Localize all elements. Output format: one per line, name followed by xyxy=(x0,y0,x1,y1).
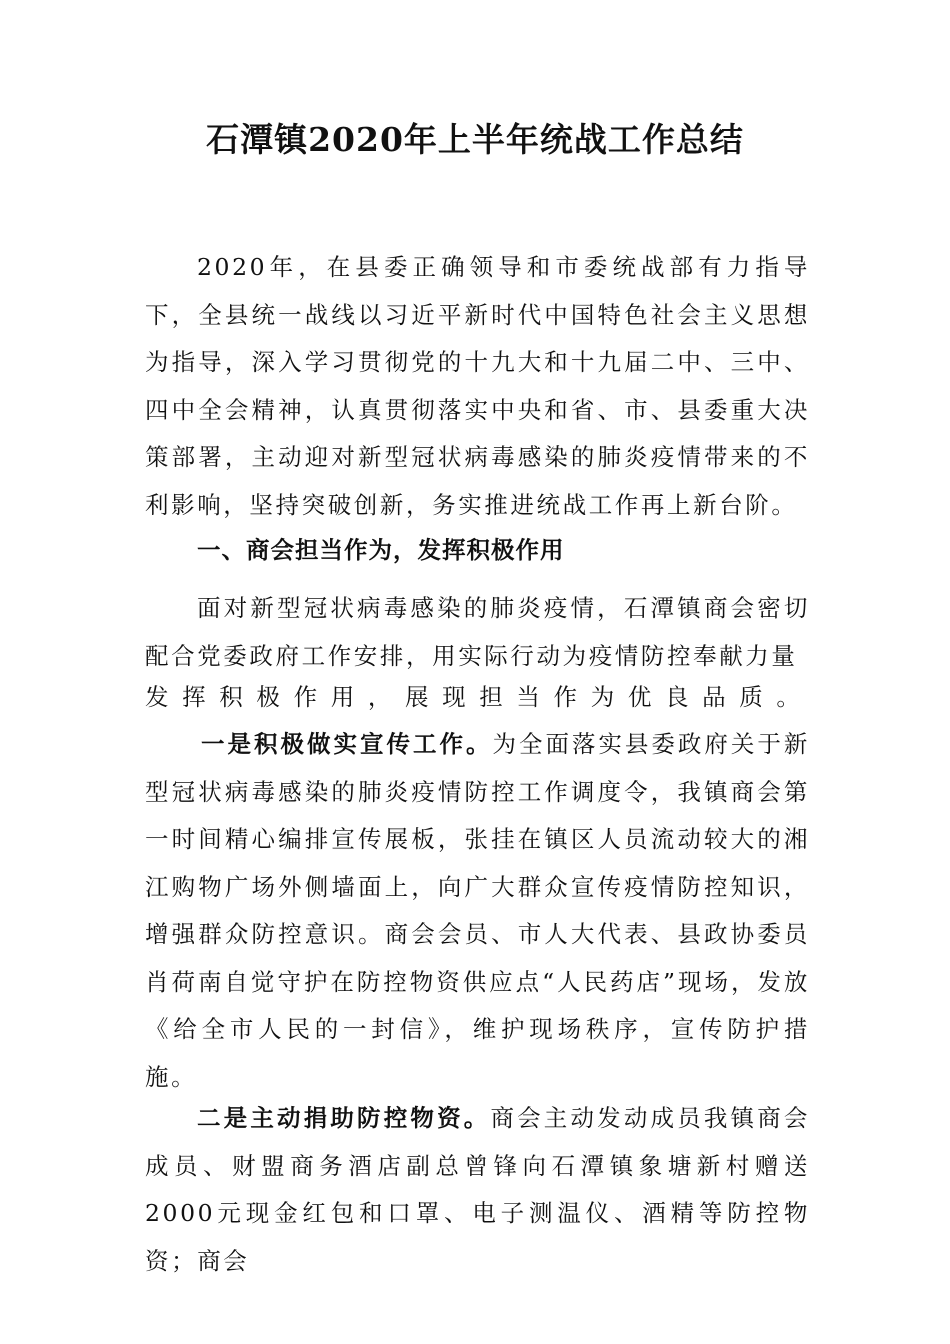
spread-char: 良 xyxy=(664,683,689,711)
spread-char: 优 xyxy=(627,683,652,711)
section-heading-1: 一、商会担当作为，发挥积极作用 xyxy=(197,536,565,564)
spread-char: 积 xyxy=(219,683,243,711)
spread-char: 。 xyxy=(776,683,800,711)
spread-char: 极 xyxy=(256,683,280,711)
point-2-paragraph xyxy=(145,1095,810,1285)
intro-paragraph: 2020年，在县委正确领导和市委统战部有力指导下，全县统一战线以习近平新时代中国特色社会主义思想为指导，深入学习贯彻党的十九大和十九届二中、三中、四中全会精神，认真贯彻落实中央和省、市、县委重大决策部署，主动迎对新型冠状病毒感染的肺炎疫情带来的不利影响，坚持突破创新，务实推进统战工作再上新台阶。 xyxy=(145,253,810,519)
spread-char: ， xyxy=(367,683,392,711)
point-1-body: 为全面落实县委政府关于新型冠状病毒感染的肺炎疫情防控工作调度令，我镇商会第一时间精心编排宣传展板，张挂在镇区人员流动较大的湘江购物广场外侧墙面上，向广大群众宣传疫情防控知识，增强群众防控意识。商会会员、市人大代表、县政协委员肖荷南自觉守护在防控物资供应点“人民药店”现场，发放《给全市人民的一封信》，维护现场秩序，宣传防护措施。 xyxy=(145,730,810,1091)
spread-char: 展 xyxy=(404,683,429,711)
spread-char: 当 xyxy=(516,683,540,711)
spread-char: 为 xyxy=(590,683,615,711)
spread-char: 发 xyxy=(145,683,169,711)
spread-char: 作 xyxy=(293,683,318,711)
spread-char: 用 xyxy=(330,683,355,711)
spread-char: 作 xyxy=(553,683,578,711)
document-title: 石潭镇2020年上半年统战工作总结 xyxy=(206,120,744,159)
section1-paragraph-last-line xyxy=(145,673,800,721)
spread-char: 现 xyxy=(442,683,466,711)
spread-char: 挥 xyxy=(182,683,206,711)
section1-paragraph: 面对新型冠状病毒感染的肺炎疫情，石潭镇商会密切配合党委政府工作安排，用实际行动为疫情防控奉献力量 xyxy=(145,594,810,670)
point-1-paragraph xyxy=(145,721,810,1101)
point-1-lead: 一是积极做实宣传工作。 xyxy=(201,730,493,758)
spread-char: 质 xyxy=(739,683,763,711)
spread-char: 担 xyxy=(479,683,503,711)
point-2-body: 商会主动发动成员我镇商会成员、财盟商务酒店副总曾锋向石潭镇象塘新村赠送2000元现金红包和口罩、电子测温仪、酒精等防控物资；商会 xyxy=(145,1104,810,1275)
spread-char: 品 xyxy=(702,683,726,711)
point-2-lead: 二是主动捐助防控物资。 xyxy=(197,1104,491,1132)
